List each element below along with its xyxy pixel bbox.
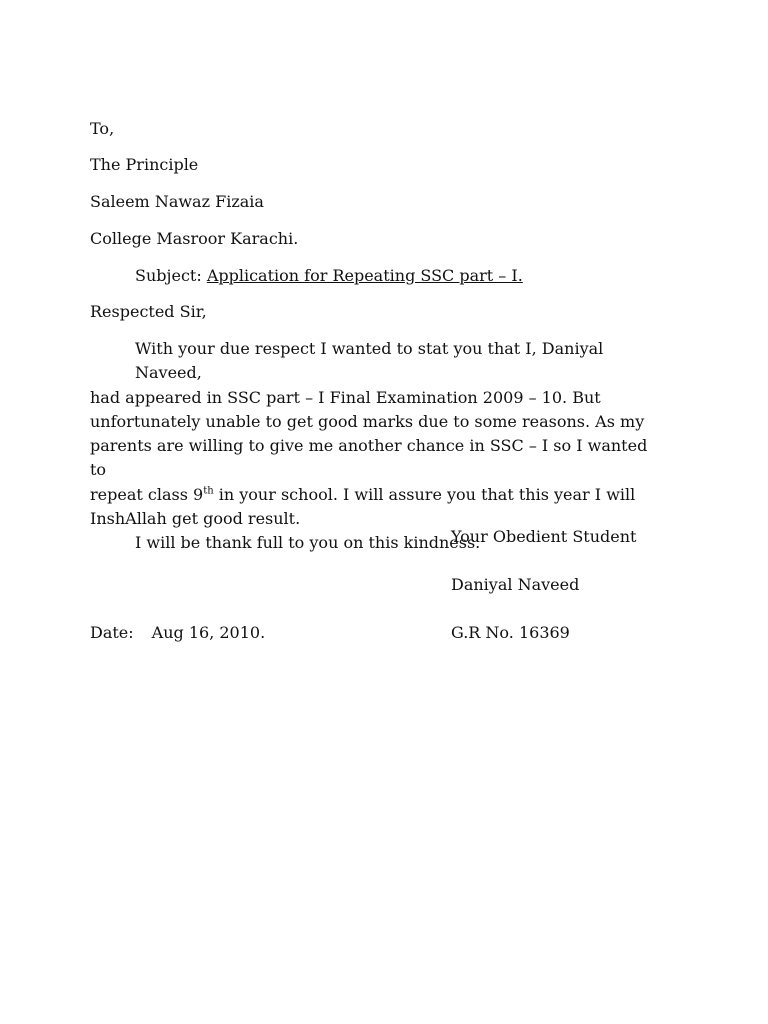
body-line-1: With your due respect I wanted to stat you that I, Daniyal Naveed, xyxy=(135,339,604,383)
subject-label: Subject: xyxy=(135,266,207,285)
body-line-6: InshAllah get good result. xyxy=(90,509,301,529)
body-line-5 xyxy=(90,483,650,507)
closing: Your Obedient Student xyxy=(451,527,637,546)
body-line-3: unfortunately unable to get good marks due to some reasons. As my xyxy=(90,411,645,431)
recipient-name: Saleem Nawaz Fizaia xyxy=(90,192,264,211)
body-line-5-end: in your school. I will assure you that this year I will xyxy=(213,484,636,504)
subject-text: Application for Repeating SSC part – I. xyxy=(206,266,523,285)
date-label: Date: xyxy=(90,623,134,642)
address-to: To, xyxy=(90,119,115,138)
date-line xyxy=(90,623,265,643)
body-line-5-start: repeat class 9 xyxy=(90,484,204,504)
subject-line xyxy=(135,266,523,286)
body-line-4: parents are willing to give me another chance in SSC – I so I wanted to xyxy=(90,436,648,480)
ordinal-suffix: th xyxy=(203,485,214,497)
signature-name: Daniyal Naveed xyxy=(451,575,580,594)
recipient-address: College Masroor Karachi. xyxy=(90,229,299,248)
gr-number: G.R No. 16369 xyxy=(451,623,570,642)
body-line-2: had appeared in SSC part – I Final Examination 2009 – 10. But xyxy=(90,387,601,407)
letter-body xyxy=(90,337,650,556)
body-line-7: I will be thank full to you on this kindness. xyxy=(135,533,481,553)
recipient-title: The Principle xyxy=(90,155,199,174)
salutation: Respected Sir, xyxy=(90,302,207,321)
date-value: Aug 16, 2010. xyxy=(151,623,266,642)
